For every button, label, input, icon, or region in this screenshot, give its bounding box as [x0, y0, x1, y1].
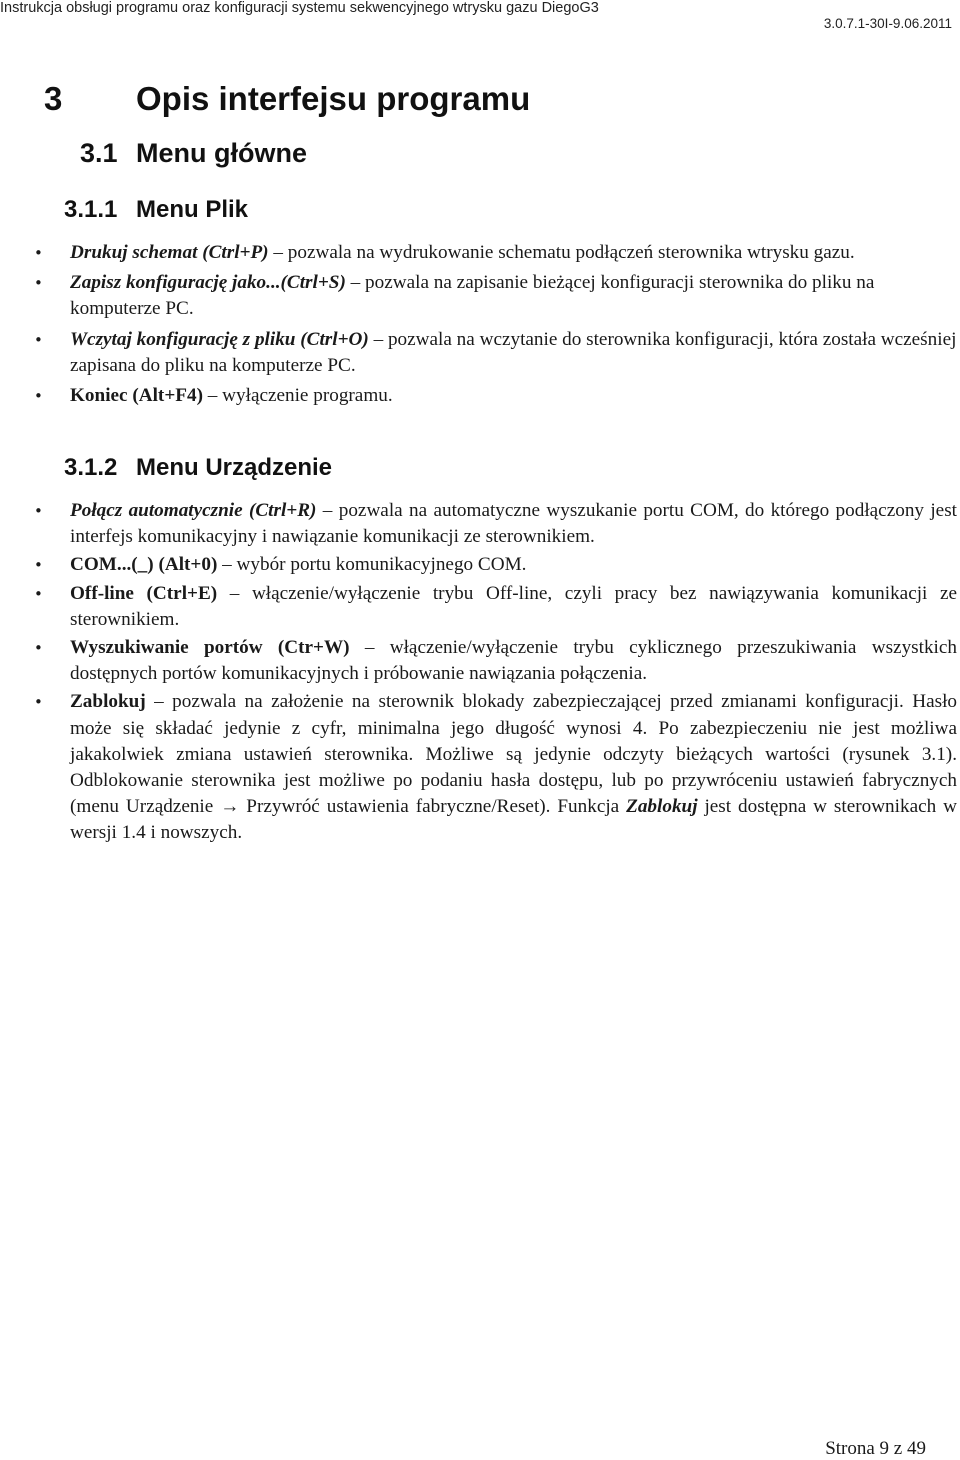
menu-description: – wybór portu komunikacyjnego COM.: [217, 554, 527, 576]
bullet-icon: •: [34, 693, 43, 712]
menu-description: – pozwala na zapisanie bieżącej konfiguracji sterownika do pliku na komputerze PC.: [70, 272, 875, 320]
list-item: [0, 327, 957, 379]
subsection-title: Menu Plik: [136, 196, 249, 223]
section-heading: [80, 138, 307, 169]
subsection-title: Menu Urządzenie: [136, 454, 333, 481]
menu-description: – pozwala na automatyczne wyszukanie portu COM, do którego podłączony jest interfejs komunikacyjny i nawiązanie komunikacji ze sterownikiem.: [70, 500, 958, 548]
list-item: [0, 240, 957, 266]
subsection-heading-menu-plik: [64, 196, 248, 224]
bullet-icon: •: [34, 584, 43, 603]
section-title: Menu główne: [136, 138, 307, 168]
menu-term: Wyszukiwanie portów (Ctr+W): [70, 637, 350, 659]
document-version: 3.0.7.1-30I-9.06.2011: [823, 16, 952, 31]
bullet-icon: •: [34, 330, 43, 349]
document-header-title: Instrukcja obsługi programu oraz konfiguracji systemu sekwencyjnego wtrysku gazu DiegoG3: [0, 0, 599, 16]
menu-description: – wyłączenie programu.: [202, 385, 393, 407]
menu-term: Drukuj schemat (Ctrl+P): [70, 242, 269, 263]
menu-term: Zapisz konfigurację jako...(Ctrl+S): [70, 272, 346, 294]
menu-description: – włączenie/wyłączenie trybu Off-line, czyli pracy bez nawiązywania komunikacji ze sterownikiem.: [70, 582, 958, 630]
subsection-heading-menu-urzadzenie: [64, 454, 332, 482]
page-number: Strona 9 z 49: [825, 1438, 926, 1459]
menu-description: – pozwala na wczytanie do sterownika konfiguracji, która została wcześniej zapisana do pliku na komputerze PC.: [70, 328, 957, 376]
subsection-number: 3.1.1: [64, 196, 118, 223]
menu-term: Zablokuj: [70, 691, 146, 713]
bullet-icon: •: [34, 387, 43, 406]
bullet-icon: •: [34, 502, 43, 520]
list-item: [0, 383, 957, 409]
menu-term: Połącz automatycznie (Ctrl+R): [70, 500, 317, 521]
menu-term: Wczytaj konfigurację z pliku (Ctrl+O): [70, 328, 369, 350]
menu-term: Koniec (Alt+F4): [70, 385, 203, 407]
chapter-number: 3: [44, 80, 63, 117]
menu-description-end: jest dostępna w sterownikach w wersji 1.4 i nowszych.: [70, 796, 957, 844]
menu-description: – pozwala na wydrukowanie schematu podłączeń sterownika wtrysku gazu.: [268, 242, 855, 263]
menu-plik-list: [0, 240, 960, 409]
bullet-icon: •: [34, 556, 43, 575]
chapter-heading: [44, 80, 530, 118]
subsection-number: 3.1.2: [64, 454, 118, 481]
bullet-icon: •: [34, 244, 43, 262]
section-number: 3.1: [80, 138, 118, 168]
menu-description: – pozwala na założenie na sterownik blokady zabezpieczającej przed zmianami konfiguracji. Hasło może się składać jedynie z cyfr, minimalna jego długość wynosi 4. Po zabezpieczeniu nie jest możliwa jakakolwiek zmiana ustawień sterownika. Możliwe są jedynie odczyty bieżących wartości (rysunek 3.1). Odblokowanie sterownika jest możliwe po podaniu hasła dostępu, lub po przywróceniu ustawień fabrycznych (menu Urządzenie → Przywróć ustawienia fabryczne/Reset). Funkcja: [70, 691, 957, 818]
list-item: [0, 689, 957, 846]
menu-term: COM...(_) (Alt+0): [70, 554, 218, 576]
list-item: [0, 270, 957, 322]
chapter-title: Opis interfejsu programu: [136, 80, 531, 117]
list-item: [0, 635, 957, 687]
list-item: [0, 581, 957, 633]
menu-description: – włączenie/wyłączenie trybu cyklicznego przeszukiwania wszystkich dostępnych portów komunikacyjnych i próbowanie nawiązania połączenia.: [70, 637, 957, 685]
menu-term: Off-line (Ctrl+E): [70, 582, 218, 604]
list-item: [0, 552, 957, 578]
inline-term: Zablokuj: [626, 796, 698, 818]
menu-urzadzenie-list: [0, 498, 960, 847]
bullet-icon: •: [34, 274, 43, 293]
list-item: [0, 498, 957, 550]
bullet-icon: •: [34, 639, 43, 658]
